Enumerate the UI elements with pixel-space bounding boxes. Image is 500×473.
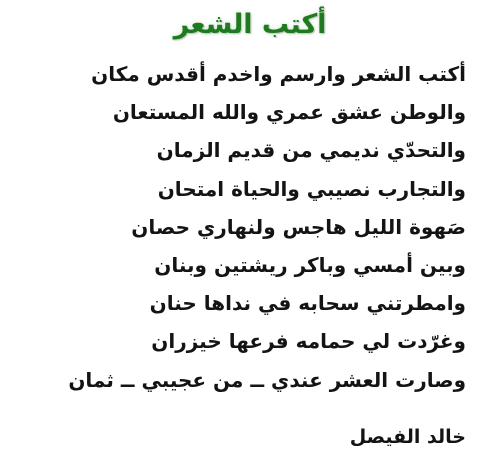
poem-verse: والتجارب نصيبي والحياة امتحان — [157, 176, 466, 201]
poet-name: خالد الفيصل — [349, 426, 466, 448]
poem-verse: وصارت العشر عندي ــ من عجيبي ــ ثمان — [68, 367, 466, 392]
poem-verses — [36, 55, 466, 399]
poem-verse: وامطرتني سحابه في نداها حنان — [149, 291, 466, 316]
poem-verse: وبين أمسي وباكر ريشتين وبنان — [154, 252, 466, 277]
poem-verse: والوطن عشق عمري والله المستعان — [112, 100, 466, 125]
poem-verse: صَهوة الليل هاجس ولنهاري حصان — [131, 214, 466, 239]
poem-verse: والتحدّي نديمي من قديم الزمان — [156, 138, 466, 163]
poem-verse: أكتب الشعر وارسم واخدم أقدس مكان — [91, 62, 466, 86]
poem-title: أكتب الشعر — [173, 9, 327, 40]
poem-verse: وغرّدت لي حمامه فرعها خيزران — [151, 329, 466, 354]
